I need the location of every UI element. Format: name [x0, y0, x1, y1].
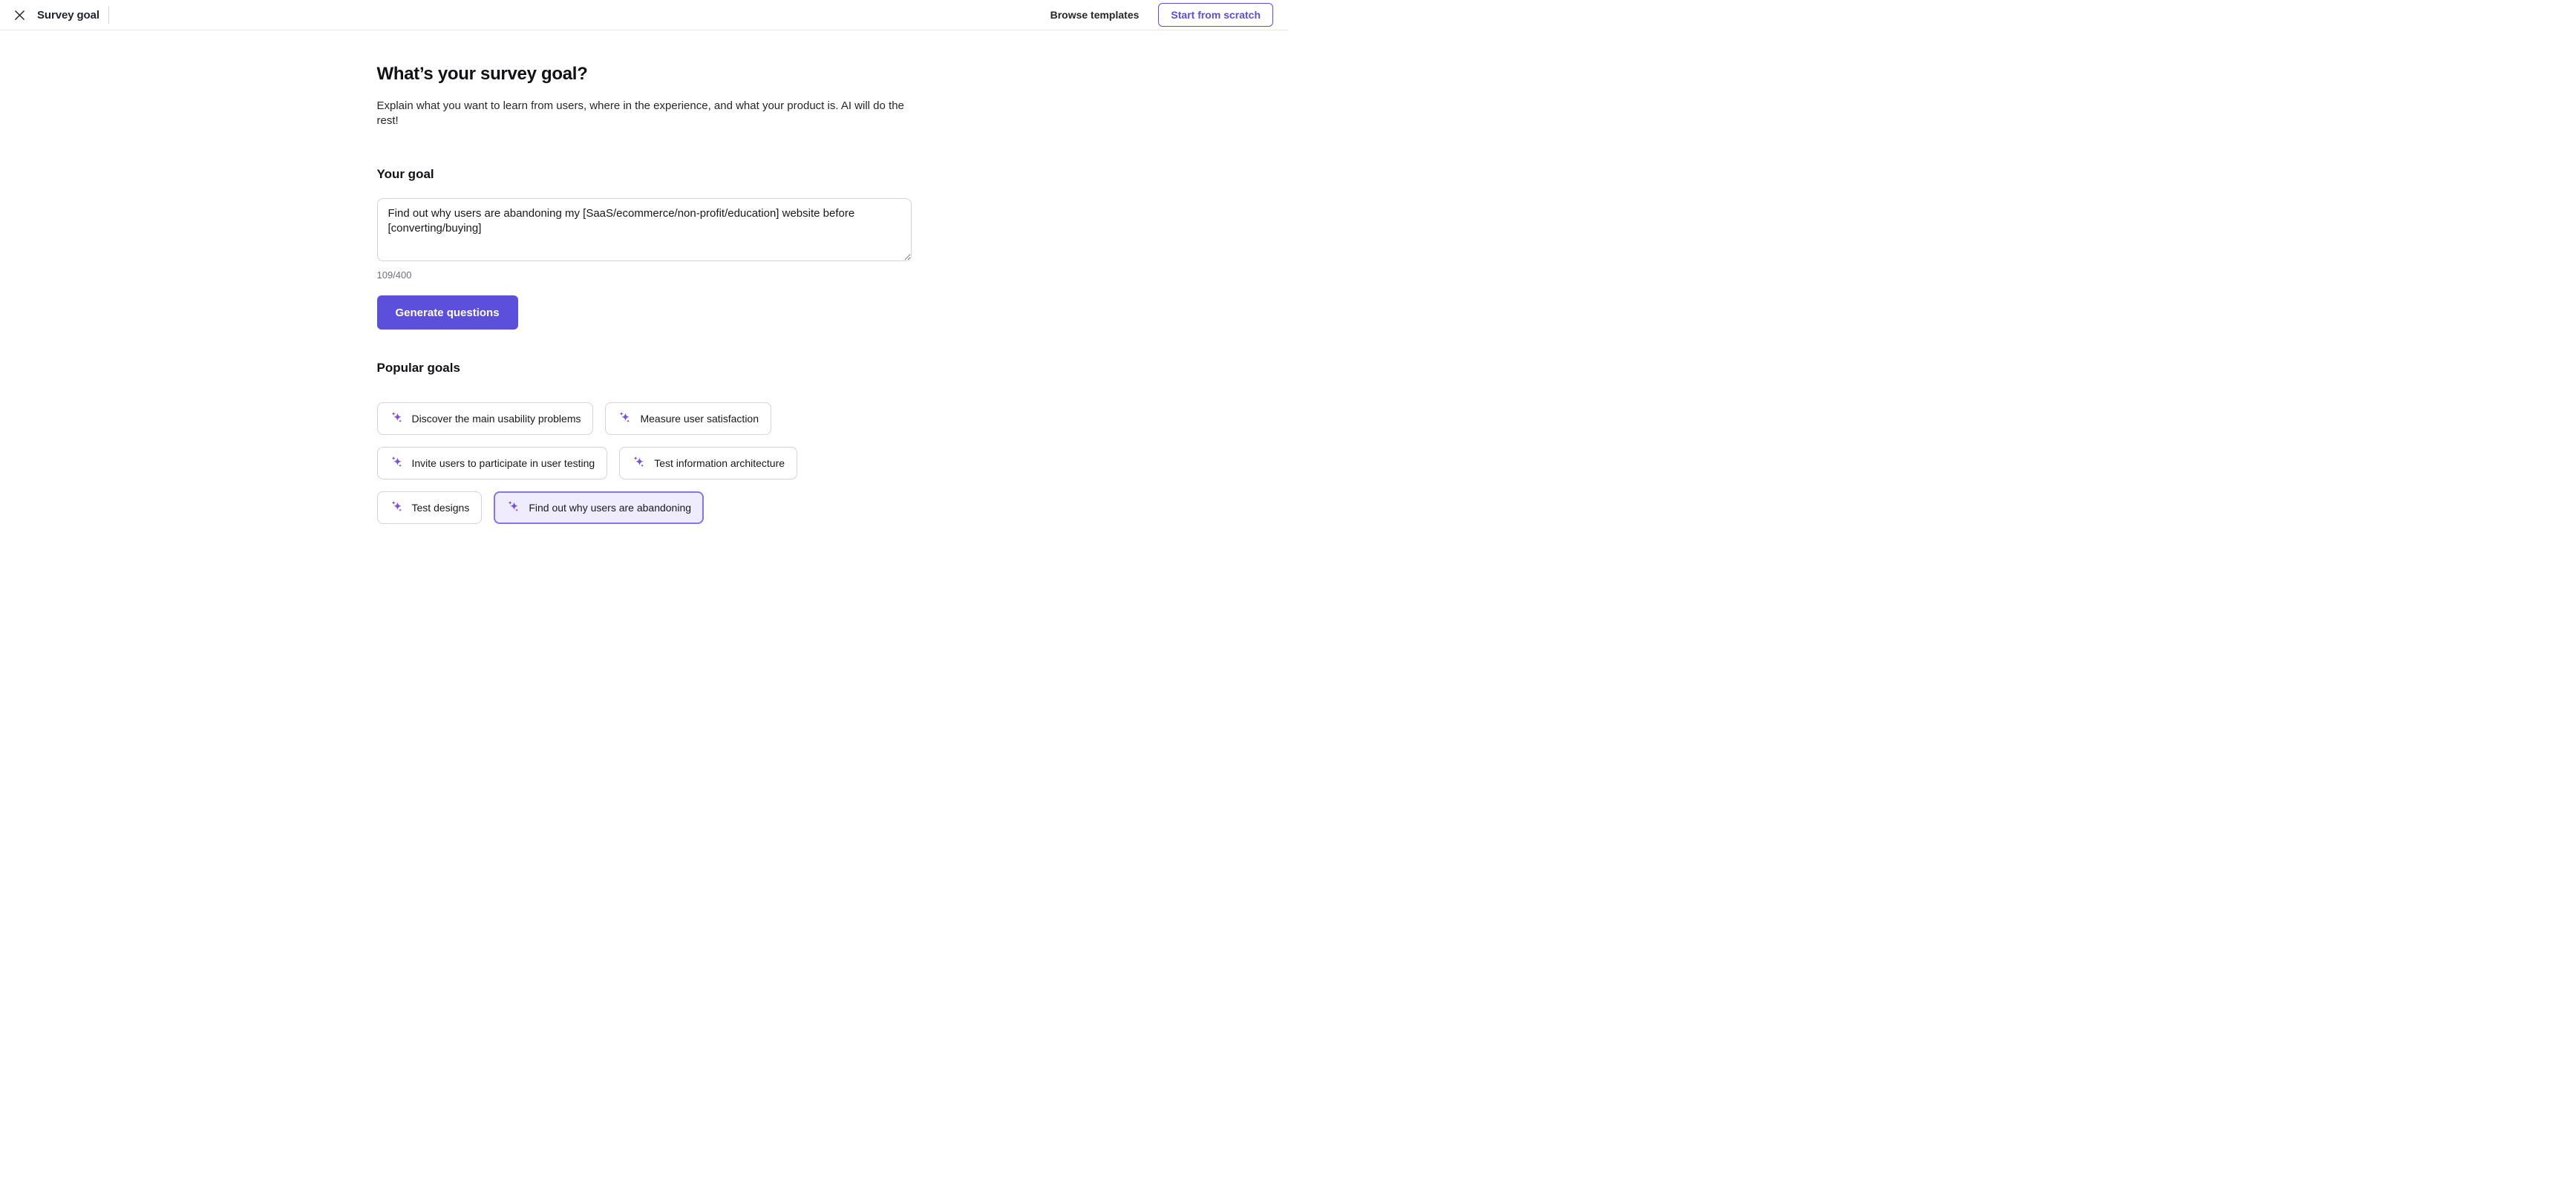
survey-goal-page [377, 30, 912, 583]
ai-sparkle-icon [506, 499, 521, 517]
goal-chip[interactable] [494, 491, 704, 524]
goal-chip[interactable] [619, 447, 797, 479]
page-description: Explain what you want to learn from users, where in the experience, and what your product is. AI will do the rest! [376, 99, 904, 127]
start-from-scratch-button[interactable]: Start from scratch [1158, 3, 1273, 27]
char-count: 109/400 [376, 269, 412, 281]
browse-templates-button[interactable]: Browse templates [1050, 9, 1140, 21]
page-title: Survey goal [37, 8, 99, 22]
goal-chip-label: Test information architecture [654, 457, 785, 469]
close-icon [13, 9, 26, 22]
your-goal-label: Your goal [376, 167, 434, 181]
topbar-left [9, 4, 109, 25]
generate-questions-button[interactable]: Generate questions [377, 295, 518, 330]
goal-chip-label: Find out why users are abandoning [529, 502, 692, 514]
page-heading: What’s your survey goal? [376, 64, 588, 84]
popular-goals-list [377, 402, 912, 524]
goal-chip-label: Test designs [411, 502, 470, 514]
popular-goals-label: Popular goals [376, 361, 460, 375]
ai-sparkle-icon [618, 410, 632, 428]
topbar-right [1050, 3, 1273, 27]
ai-sparkle-icon [632, 454, 647, 472]
goal-chip[interactable] [377, 402, 594, 435]
goal-chip[interactable] [377, 447, 608, 479]
ai-sparkle-icon [390, 410, 405, 428]
goal-chip[interactable] [605, 402, 771, 435]
topbar [0, 0, 1288, 30]
close-button[interactable] [9, 4, 30, 25]
ai-sparkle-icon [390, 499, 405, 517]
goal-chip-label: Invite users to participate in user testing [411, 457, 595, 469]
ai-sparkle-icon [390, 454, 405, 472]
goal-chip-label: Discover the main usability problems [411, 413, 581, 425]
goal-chip-label: Measure user satisfaction [640, 413, 759, 425]
goal-textarea[interactable] [377, 198, 912, 261]
goal-chip[interactable] [377, 491, 483, 524]
topbar-divider [108, 6, 109, 24]
